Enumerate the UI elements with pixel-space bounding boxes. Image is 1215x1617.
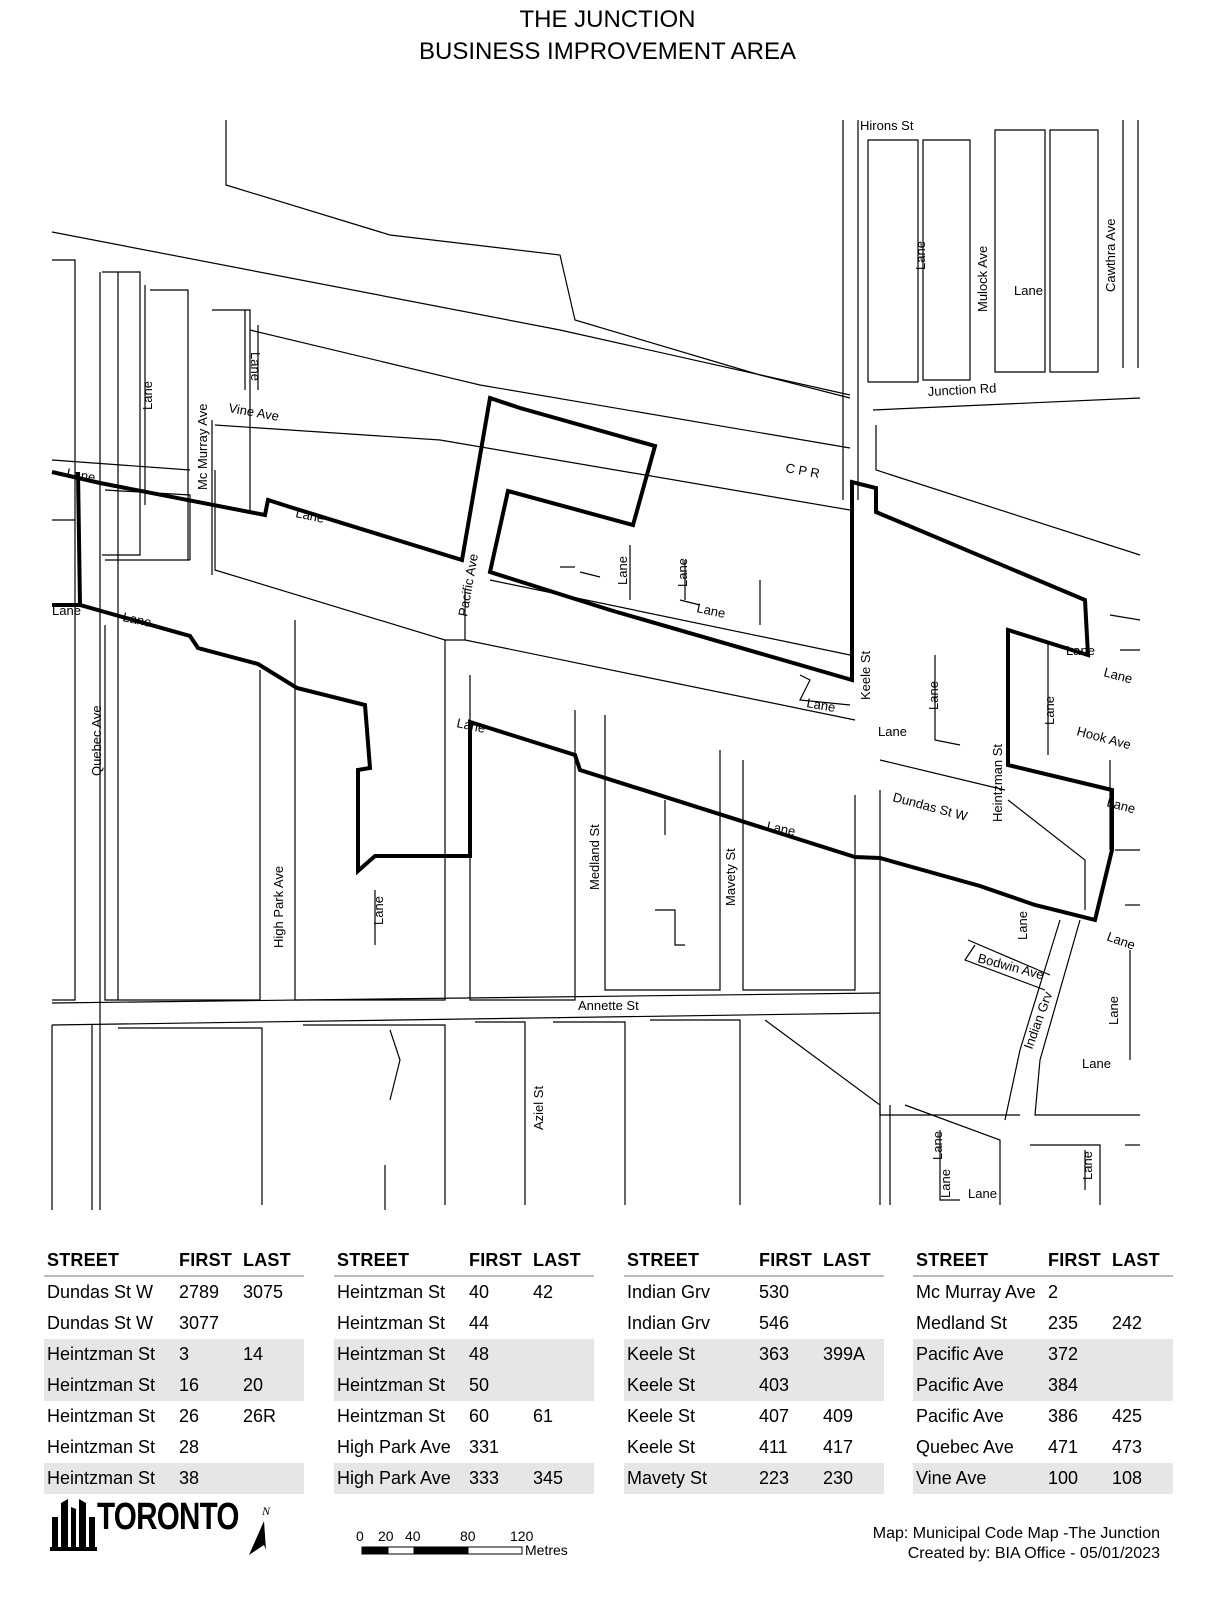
label-lane: Lane: [455, 715, 487, 736]
cell-street: Pacific Ave: [913, 1370, 1045, 1401]
cell-street: Dundas St W: [47, 1282, 154, 1302]
label-hirons: Hirons St: [860, 118, 914, 133]
cell-last: 345: [530, 1463, 594, 1494]
label-lane: Lane: [1066, 643, 1095, 658]
cell-last: [1109, 1276, 1173, 1308]
table-row: [913, 1463, 1173, 1494]
table-row: [334, 1463, 594, 1494]
label-lane: Lane: [805, 695, 837, 715]
label-lane: Lane: [765, 818, 797, 839]
cell-street: Heintzman St: [337, 1282, 446, 1302]
cell-street: Vine Ave: [913, 1463, 1045, 1494]
cell-last: 425: [1112, 1406, 1143, 1426]
cell-street: Keele St: [627, 1437, 696, 1457]
bia-map: [40, 120, 1170, 1230]
label-lane: Lane: [1082, 1056, 1111, 1071]
cell-street: Heintzman St: [337, 1313, 446, 1333]
address-table-4: [913, 1246, 1173, 1494]
label-lane: Lane: [1106, 996, 1121, 1025]
table-row: [624, 1276, 884, 1308]
cell-first: 384: [1045, 1370, 1109, 1401]
label-lane: Lane: [1042, 696, 1057, 725]
cell-first: 403: [756, 1370, 820, 1401]
label-vine: Vine Ave: [227, 400, 281, 424]
table-row: [334, 1276, 594, 1308]
table-row: [624, 1432, 884, 1463]
cell-first: 407: [759, 1406, 790, 1426]
address-table-2: [334, 1246, 594, 1494]
cell-last: 61: [533, 1406, 554, 1426]
label-lane: Lane: [248, 352, 263, 381]
table-row: [913, 1401, 1173, 1432]
cell-first: 411: [759, 1437, 788, 1457]
label-lane: Lane: [878, 724, 907, 739]
cell-street: Keele St: [624, 1370, 756, 1401]
cell-last: [820, 1308, 884, 1339]
cell-last: 3075: [243, 1282, 284, 1302]
cell-first: 363: [756, 1339, 820, 1370]
cell-first: 100: [1045, 1463, 1109, 1494]
table-row: [913, 1432, 1173, 1463]
label-mulock: Mulock Ave: [975, 245, 990, 312]
cell-last: [1109, 1339, 1173, 1370]
table-row: [334, 1370, 594, 1401]
label-lane: Lane: [968, 1186, 997, 1201]
scale-tick-120: 120: [510, 1528, 534, 1544]
address-table-3: [624, 1246, 884, 1494]
cell-street: Heintzman St: [44, 1463, 176, 1494]
address-table-1: [44, 1246, 304, 1494]
cell-street: Heintzman St: [334, 1370, 466, 1401]
cell-first: 3077: [179, 1313, 220, 1333]
label-keele: Keele St: [858, 650, 873, 700]
table-row: [624, 1401, 884, 1432]
col-first: FIRST: [176, 1246, 240, 1276]
cell-last: 242: [1112, 1313, 1143, 1333]
cell-first: 333: [466, 1463, 530, 1494]
cell-last: [530, 1308, 594, 1339]
cell-first: 530: [759, 1282, 790, 1302]
label-lane: Lane: [926, 681, 941, 710]
cell-last: 399A: [820, 1339, 884, 1370]
cell-first: 40: [469, 1282, 490, 1302]
label-high-park: High Park Ave: [271, 865, 286, 948]
table-row: [44, 1432, 304, 1463]
label-lane: Lane: [930, 1131, 945, 1160]
cell-last: 20: [240, 1370, 304, 1401]
label-lane: Lane: [1105, 794, 1138, 817]
label-lane: Lane: [1102, 664, 1135, 687]
label-lane: Lane: [121, 609, 153, 630]
boundary-north-section: [52, 398, 1112, 920]
bia-boundary: [52, 398, 1112, 920]
cell-first: 50: [466, 1370, 530, 1401]
scale-tick-0: 0: [356, 1528, 364, 1544]
scale-segments: [362, 1547, 522, 1554]
cell-street: Pacific Ave: [916, 1406, 1004, 1426]
col-first: FIRST: [466, 1246, 530, 1276]
table-row: [624, 1463, 884, 1494]
label-dundas: Dundas St W: [891, 789, 970, 824]
north-label: N: [262, 1504, 271, 1518]
label-cawthra: Cawthra Ave: [1103, 218, 1118, 292]
boundary-west-edge: [78, 472, 80, 605]
label-heintzman: Heintzman St: [990, 743, 1005, 822]
cell-first: 471: [1048, 1437, 1079, 1457]
map-title: [0, 4, 1215, 68]
col-first: FIRST: [756, 1246, 820, 1276]
table-row: [624, 1370, 884, 1401]
label-junction-rd: Junction Rd: [927, 380, 997, 399]
table-row: [913, 1370, 1173, 1401]
map-credits: [873, 1524, 1160, 1564]
cell-last: 417: [823, 1437, 854, 1457]
table-row: [44, 1463, 304, 1494]
label-mavety: Mavety St: [723, 848, 738, 906]
label-pacific: Pacific Ave: [455, 552, 481, 618]
table-row: [44, 1401, 304, 1432]
cell-first: 28: [179, 1437, 200, 1457]
cell-last: 108: [1109, 1463, 1173, 1494]
table-row: [913, 1308, 1173, 1339]
cell-last: 230: [820, 1463, 884, 1494]
label-aziel: Aziel St: [531, 1085, 546, 1130]
col-last: LAST: [530, 1246, 594, 1276]
table-row: [334, 1401, 594, 1432]
cell-last: 26R: [243, 1406, 277, 1426]
scale-tick-20: 20: [378, 1528, 394, 1544]
label-lane: Lane: [371, 896, 386, 925]
col-street: STREET: [624, 1246, 756, 1276]
col-street: STREET: [44, 1246, 176, 1276]
cell-street: Heintzman St: [334, 1339, 466, 1370]
label-lane: Lane: [938, 1169, 953, 1198]
cell-street: Keele St: [627, 1406, 696, 1426]
cell-street: Heintzman St: [47, 1437, 156, 1457]
col-last: LAST: [240, 1246, 304, 1276]
cell-street: Pacific Ave: [913, 1339, 1045, 1370]
label-lane: Lane: [695, 600, 727, 621]
cell-street: Keele St: [624, 1339, 756, 1370]
table-row: [334, 1308, 594, 1339]
label-cpr: C P R: [784, 460, 821, 481]
scale-bar: [356, 1525, 600, 1575]
label-lane: Lane: [675, 558, 690, 587]
credit-created-by: Created by: BIA Office - 05/01/2023: [907, 1545, 1160, 1562]
label-quebec: Quebec Ave: [89, 705, 104, 776]
cell-first: 44: [469, 1313, 490, 1333]
city-hall-icon: [50, 1499, 97, 1551]
cell-street: Mc Murray Ave: [916, 1282, 1036, 1302]
label-lane: Lane: [913, 241, 928, 270]
cell-last: [240, 1308, 304, 1339]
col-last: LAST: [1109, 1246, 1173, 1276]
label-lane: Lane: [294, 505, 326, 526]
cell-street: Heintzman St: [337, 1406, 446, 1426]
cell-first: 2: [1048, 1282, 1059, 1302]
cell-first: 60: [469, 1406, 490, 1426]
col-last: LAST: [820, 1246, 884, 1276]
table-row: [44, 1276, 304, 1308]
north-arrow-icon: [244, 1505, 284, 1565]
cell-street: Quebec Ave: [916, 1437, 1014, 1457]
label-medland: Medland St: [587, 824, 602, 890]
cell-street: High Park Ave: [337, 1437, 451, 1457]
cell-street: Medland St: [916, 1313, 1008, 1333]
label-lane: Lane: [140, 381, 155, 410]
label-lane: Lane: [65, 465, 97, 485]
title-line-1: THE JUNCTION: [519, 6, 696, 33]
cell-first: 386: [1048, 1406, 1079, 1426]
cell-first: 372: [1045, 1339, 1109, 1370]
table-row: [334, 1339, 594, 1370]
cell-street: Heintzman St: [44, 1339, 176, 1370]
label-hook: Hook Ave: [1075, 723, 1133, 753]
scale-tick-80: 80: [460, 1528, 476, 1544]
table-row: [334, 1432, 594, 1463]
label-lane: Lane: [1015, 911, 1030, 940]
cell-street: Mavety St: [624, 1463, 756, 1494]
table-row: [44, 1370, 304, 1401]
toronto-wordmark: TORONTO: [97, 1496, 239, 1538]
label-bodwin: Bodwin Ave: [976, 950, 1046, 983]
cell-last: [530, 1370, 594, 1401]
cell-last: 409: [823, 1406, 854, 1426]
cell-last: [820, 1370, 884, 1401]
cell-last: [820, 1276, 884, 1308]
label-mc-murray: Mc Murray Ave: [195, 403, 210, 490]
cell-first: 26: [179, 1406, 200, 1426]
cell-street: Indian Grv: [627, 1282, 711, 1302]
cell-last: [240, 1463, 304, 1494]
cell-first: 223: [756, 1463, 820, 1494]
label-lane: Lane: [52, 603, 81, 618]
cell-last: 14: [240, 1339, 304, 1370]
table-row: [913, 1339, 1173, 1370]
cell-first: 546: [759, 1313, 790, 1333]
table-row: [44, 1308, 304, 1339]
title-line-2: BUSINESS IMPROVEMENT AREA: [419, 38, 796, 65]
cell-last: [240, 1432, 304, 1463]
col-first: FIRST: [1045, 1246, 1109, 1276]
cell-first: 38: [176, 1463, 240, 1494]
cell-street: Heintzman St: [44, 1370, 176, 1401]
table-row: [624, 1339, 884, 1370]
cell-first: 331: [469, 1437, 500, 1457]
cell-street: High Park Ave: [334, 1463, 466, 1494]
street-labels: [52, 118, 1137, 1201]
cell-street: Dundas St W: [47, 1313, 154, 1333]
cell-first: 235: [1048, 1313, 1079, 1333]
label-lane: Lane: [1014, 283, 1043, 298]
col-street: STREET: [334, 1246, 466, 1276]
cell-last: [530, 1339, 594, 1370]
table-row: [913, 1276, 1173, 1308]
label-lane: Lane: [615, 556, 630, 585]
credit-map-name: Map: Municipal Code Map -The Junction: [872, 1525, 1160, 1542]
label-annette: Annette St: [578, 998, 639, 1013]
cell-last: [530, 1432, 594, 1463]
cell-last: 473: [1112, 1437, 1143, 1457]
scale-unit: Metres: [525, 1542, 568, 1558]
col-street: STREET: [913, 1246, 1045, 1276]
label-lane: Lane: [1104, 928, 1138, 953]
table-row: [44, 1339, 304, 1370]
cell-last: [1109, 1370, 1173, 1401]
cell-first: 48: [466, 1339, 530, 1370]
cell-last: 42: [533, 1282, 554, 1302]
scale-tick-40: 40: [405, 1528, 421, 1544]
cell-first: 3: [176, 1339, 240, 1370]
cell-street: Heintzman St: [47, 1406, 156, 1426]
cell-street: Indian Grv: [627, 1313, 711, 1333]
label-lane: Lane: [1080, 1151, 1095, 1180]
table-row: [624, 1308, 884, 1339]
cell-first: 16: [176, 1370, 240, 1401]
cell-first: 2789: [179, 1282, 220, 1302]
label-indian-grv: Indian Grv: [1020, 989, 1056, 1052]
